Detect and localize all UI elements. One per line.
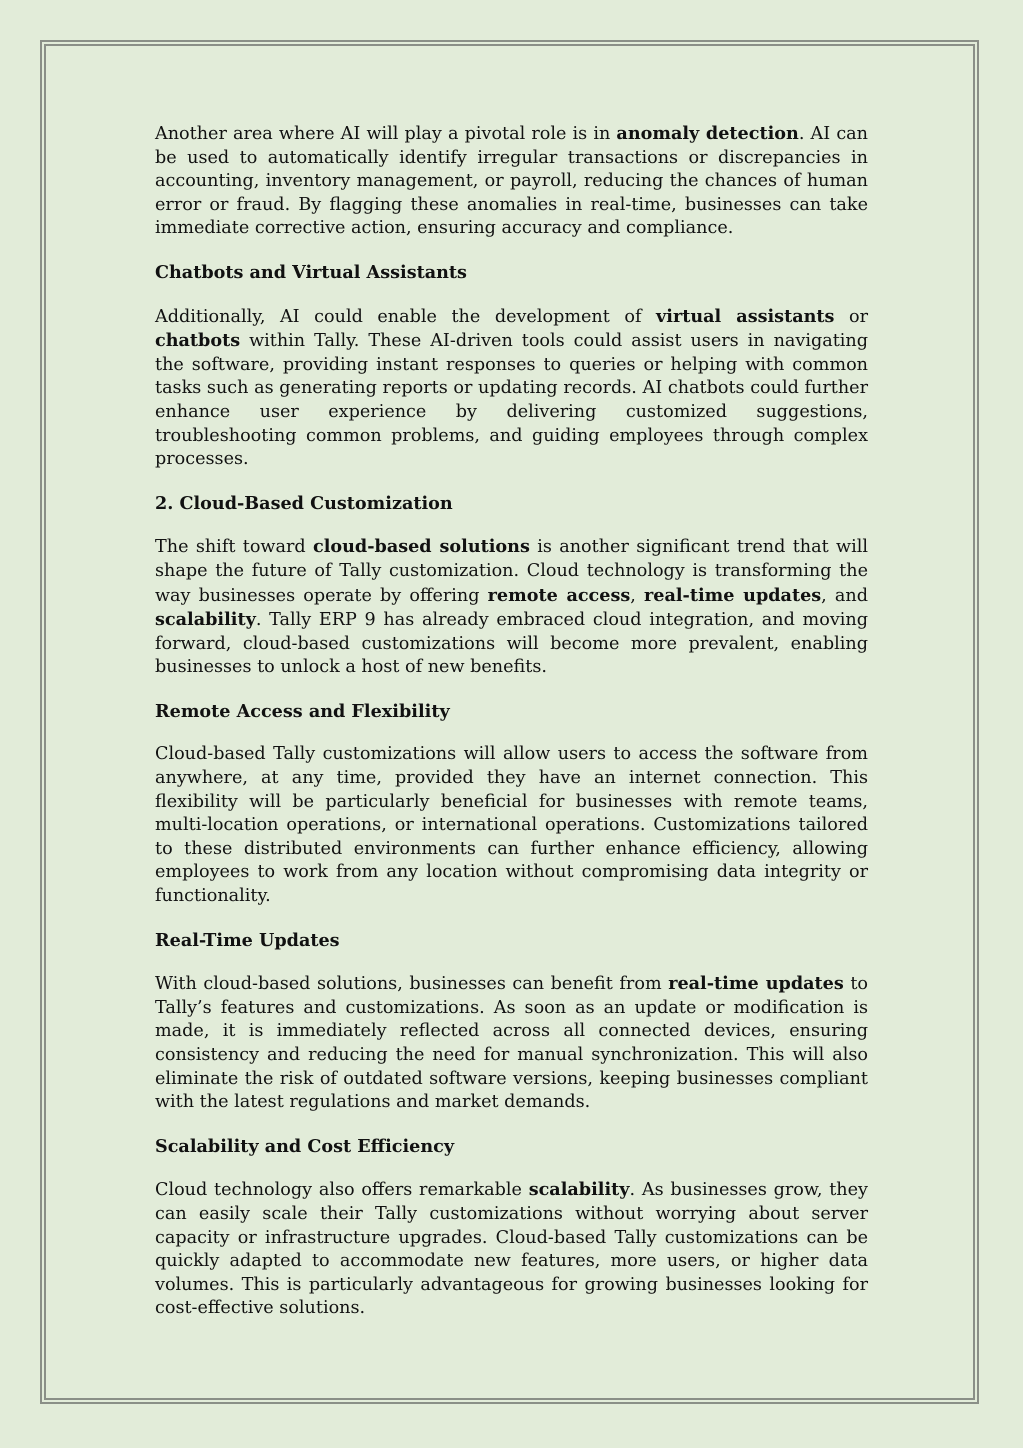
term-anomaly-detection: anomaly detection — [616, 123, 799, 144]
heading-cloud-based-customization: 2. Cloud-Based Customization — [155, 492, 453, 514]
heading-remote-access: Remote Access and Flexibility — [155, 700, 450, 722]
paragraph-chatbots: Additionally, AI could enable the development of virtual assistants or chatbots within Tally. These AI-driven tools could assist users in navigating the software, providing instant responses to queries or helping with common tasks such as generating reports or updating records. AI chatbots could further enhance user experience by delivering customized suggestions, troubleshooting common problems, and guiding employees through complex processes. — [155, 305, 869, 470]
term-real-time-updates-2: real-time updates — [668, 973, 844, 995]
term-cloud-based-solutions: cloud-based solutions — [312, 536, 530, 558]
term-virtual-assistants: virtual assistants — [656, 305, 835, 327]
term-chatbots: chatbots — [155, 330, 241, 352]
document-body — [155, 122, 868, 1341]
term-real-time-updates: real-time updates — [644, 584, 822, 606]
heading-real-time-updates: Real-Time Updates — [155, 929, 340, 951]
paragraph-cloud-based: The shift toward cloud-based solutions is another significant trend that will shape the future of Tally customization. Cloud technology is transforming the way businesses operate by offering remote access, real-time updates, and scalability. Tally ERP 9 has already embraced cloud integration, and moving forward, cloud-based customizations will become more prevalent, enabling businesses to unlock a host of new benefits. — [155, 536, 868, 678]
heading-chatbots: Chatbots and Virtual Assistants — [155, 261, 467, 283]
paragraph-anomaly-detection: Another area where AI will play a pivotal role is in anomaly detection. AI can be used to automatically identify irregular transactions or discrepancies in accounting, inventory management, or payroll, reducing the chances of human error or fraud. By flagging these anomalies in real-time, businesses can take immediate corrective action, ensuring accuracy and compliance. — [155, 123, 869, 239]
paragraph-scalability: Cloud technology also offers remarkable scalability. As businesses grow, they can easily scale their Tally customizations without worrying about server capacity or infrastructure upgrades. Cloud-based Tally customizations can be quickly adapted to accommodate new features, more users, or higher data volumes. This is particularly advantageous for growing businesses looking for cost-effective solutions. — [155, 1179, 868, 1319]
paragraph-remote-access: Cloud-based Tally customizations will allow users to access the software from anywhere, at any time, provided they have an internet connection. This flexibility will be particularly beneficial for businesses with remote teams, multi-location operations, or international operations. Customizations tailored to these distributed environments can further enhance efficiency, allowing employees to work from any location without compromising data integrity or functionality. — [155, 744, 868, 907]
term-scalability-2: scalability — [528, 1179, 630, 1201]
paragraph-real-time-updates: With cloud-based solutions, businesses can benefit from real-time updates to Tally’s features and customizations. As soon as an update or modification is made, it is immediately reflected across all connected devices, ensuring consistency and reducing the need for manual synchronization. This will also eliminate the risk of outdated software versions, keeping businesses compliant with the latest regulations and market demands. — [155, 973, 869, 1113]
heading-scalability: Scalability and Cost Efficiency — [155, 1135, 455, 1157]
term-scalability: scalability — [155, 609, 256, 631]
term-remote-access: remote access — [487, 584, 631, 606]
